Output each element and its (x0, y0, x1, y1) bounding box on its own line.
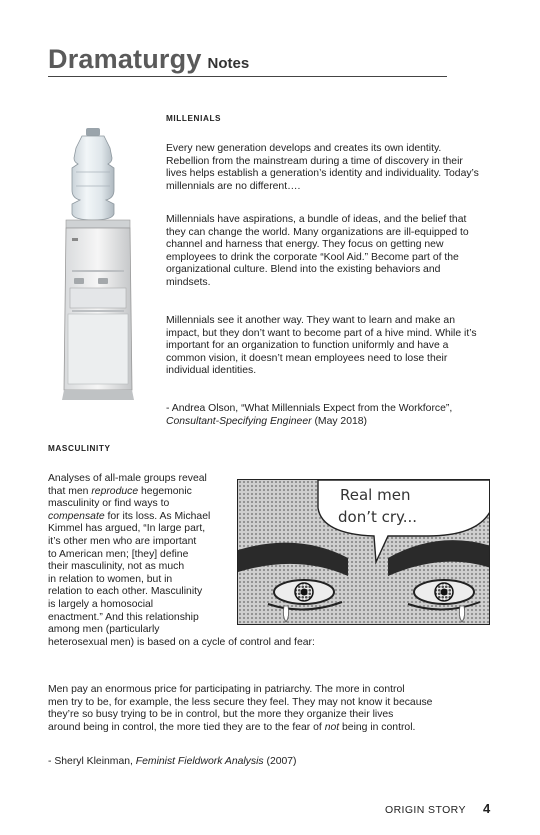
masculinity-text-line: enactment.” And this relationship (48, 611, 199, 623)
masculinity-text-line: relation to each other. Masculinity (48, 586, 203, 598)
quote-text-line: they’re so busy trying to be in control, but the more they organize their lives (48, 709, 394, 721)
quote-text-line: around being in control, the more tied they are to the fear of not being in control. (48, 721, 416, 733)
masculinity-text-line: it’s other men who are important (48, 535, 197, 547)
quote-text-line: men try to be, for example, the less secure they feel. They may not know it because (48, 696, 433, 708)
masculinity-text-line: among men (particularly (48, 624, 160, 636)
comic-caption-line-1: Real men (340, 486, 411, 504)
kleinman-citation-source: Feminist Fieldwork Analysis (135, 756, 264, 767)
masculinity-text-line: Analyses of all-male groups reveal (48, 473, 207, 484)
footer-label: ORIGIN STORY (385, 804, 466, 816)
comic-caption-line-2: don’t cry... (338, 508, 418, 526)
masculinity-text-line: in relation to women, but in (48, 573, 173, 585)
kleinman-citation: - Sheryl Kleinman, Feminist Fieldwork Analysis (2007) (48, 756, 297, 767)
millennials-heading: MILLENIALS (166, 114, 222, 123)
masculinity-text-line: Kimmel has argued, “In large part, (48, 523, 206, 535)
title-sub: Notes (207, 55, 250, 72)
millennials-paragraph-2: Millennials have aspirations, a bundle of ideas, and the belief that they can change the world. Many organizations are ill-equipped to channel and harness that energy. They focus on getting new employees to drink the corporate “Kool Aid.” Become part of the organizational culture. Blend into the existing behaviors and mindsets. (166, 214, 469, 288)
citation-source: Consultant-Specifying Engineer (166, 415, 312, 427)
masculinity-text-line: to American men; [they] define (48, 548, 189, 560)
page-title (48, 44, 448, 75)
masculinity-text-line: is largely a homosocial (48, 598, 154, 610)
masculinity-text-line: compensate for its loss. As Michael (48, 510, 211, 522)
page-number: 4 (483, 801, 491, 816)
millennials-paragraph-1: Every new generation develops and creates its own identity. Rebellion from the mainstream during a time of discovery in their lives helps establish a generation’s identity and individuality. Today’s millennials are no different…. (166, 143, 479, 192)
title-rule (48, 76, 447, 77)
millennials-citation: - Andrea Olson, “What Millennials Expect from the Workforce”, Consultant-Specifying Engineer (May 2018) (166, 403, 453, 427)
water-cooler-image (52, 128, 142, 400)
masculinity-text-line: that men reproduce hegemonic (48, 485, 192, 497)
title-main: Dramaturgy (48, 44, 202, 74)
masculinity-text-line: masculinity or find ways to (48, 498, 170, 510)
masculinity-text-line: their masculinity, not as much (48, 561, 185, 573)
millennials-paragraph-3: Millennials see it another way. They want to learn and make an impact, but they don’t want to become part of a hive mind. While it’s important for an organization to function uniformly and have a common vision, it doesn’t mean employees need to lose their individual identities. (166, 315, 477, 377)
comic-panel-image (237, 479, 490, 625)
masculinity-text-line: heterosexual men) is based on a cycle of control and fear: (48, 636, 315, 648)
quote-text-line: Men pay an enormous price for participating in patriarchy. The more in control (48, 684, 405, 695)
masculinity-heading: MASCULINITY (48, 444, 111, 453)
kleinman-quote (48, 684, 488, 734)
